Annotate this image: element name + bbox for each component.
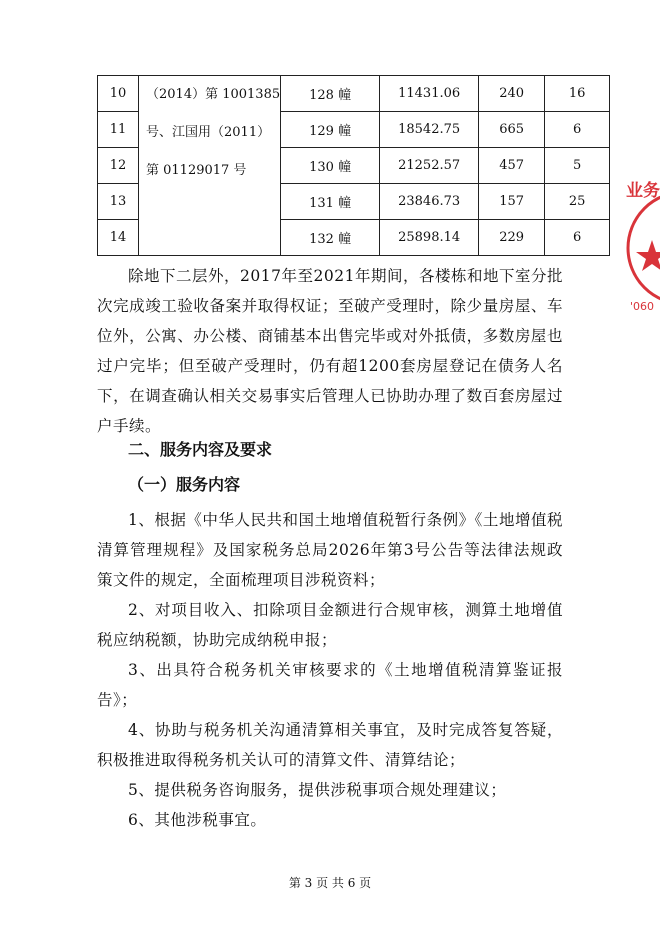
units-cell: 229 bbox=[479, 220, 545, 256]
list-item: 2、对项目收入、扣除项目金额进行合规审核，测算土地增值税应纳税额，协助完成纳税申报； bbox=[97, 601, 563, 649]
row-number: 10 bbox=[98, 76, 139, 112]
area-cell: 21252.57 bbox=[380, 148, 479, 184]
extra-cell: 5 bbox=[545, 148, 610, 184]
units-cell: 457 bbox=[479, 148, 545, 184]
area-cell: 23846.73 bbox=[380, 184, 479, 220]
official-seal-icon bbox=[624, 178, 660, 318]
cert-line: 第 01129017 号 bbox=[146, 163, 247, 178]
area-cell: 25898.14 bbox=[380, 220, 479, 256]
certificate-cell bbox=[139, 76, 281, 256]
building-cell: 131 幢 bbox=[281, 184, 380, 220]
row-number: 12 bbox=[98, 148, 139, 184]
building-cell: 130 幢 bbox=[281, 148, 380, 184]
background-paragraph bbox=[97, 261, 563, 441]
units-cell: 157 bbox=[479, 184, 545, 220]
extra-cell: 16 bbox=[545, 76, 610, 112]
row-number: 11 bbox=[98, 112, 139, 148]
paragraph-text: 除地下二层外，2017年至2021年期间，各楼栋和地下室分批次完成竣工验收备案并取得权证；至破产受理时，除少量房屋、车位外，公寓、办公楼、商铺基本出售完毕或对外抵债，多数房屋也过户完毕；但至破产受理时，仍有超1200套房屋登记在债务人名下，在调查确认相关交易事实后管理人已协助办理了数百套房屋过户手续。 bbox=[97, 267, 563, 435]
list-item: 3、出具符合税务机关审核要求的《土地增值税清算鉴证报告》； bbox=[97, 661, 563, 709]
service-list bbox=[97, 505, 563, 835]
subsection-heading: （一）服务内容 bbox=[128, 475, 241, 494]
svg-text:'060: '060 bbox=[630, 300, 655, 313]
list-item: 4、协助与税务机关沟通清算相关事宜，及时完成答复答疑，积极推进取得税务机关认可的清算文件、清算结论； bbox=[97, 721, 563, 769]
extra-cell: 25 bbox=[545, 184, 610, 220]
cert-line: （2014）第 1001385 bbox=[146, 87, 281, 102]
list-item: 5、提供税务咨询服务，提供涉税事项合规处理建议； bbox=[128, 781, 507, 799]
section-heading: 二、服务内容及要求 bbox=[128, 440, 273, 459]
table-row bbox=[98, 76, 610, 112]
page-footer: 第 3 页 共 6 页 bbox=[288, 876, 372, 890]
building-cell: 128 幢 bbox=[281, 76, 380, 112]
extra-cell: 6 bbox=[545, 220, 610, 256]
area-cell: 11431.06 bbox=[380, 76, 479, 112]
svg-text:业务: 业务 bbox=[626, 181, 660, 201]
units-cell: 665 bbox=[479, 112, 545, 148]
row-number: 14 bbox=[98, 220, 139, 256]
building-cell: 129 幢 bbox=[281, 112, 380, 148]
cert-line: 号、江国用（2011） bbox=[146, 125, 271, 140]
row-number: 13 bbox=[98, 184, 139, 220]
list-item: 6、其他涉税事宜。 bbox=[128, 811, 267, 829]
units-cell: 240 bbox=[479, 76, 545, 112]
building-cell: 132 幢 bbox=[281, 220, 380, 256]
list-item: 1、根据《中华人民共和国土地增值税暂行条例》《土地增值税清算管理规程》及国家税务总局2026年第3号公告等法律法规政策文件的规定，全面梳理项目涉税资料； bbox=[97, 511, 563, 589]
building-table bbox=[97, 75, 610, 256]
extra-cell: 6 bbox=[545, 112, 610, 148]
area-cell: 18542.75 bbox=[380, 112, 479, 148]
